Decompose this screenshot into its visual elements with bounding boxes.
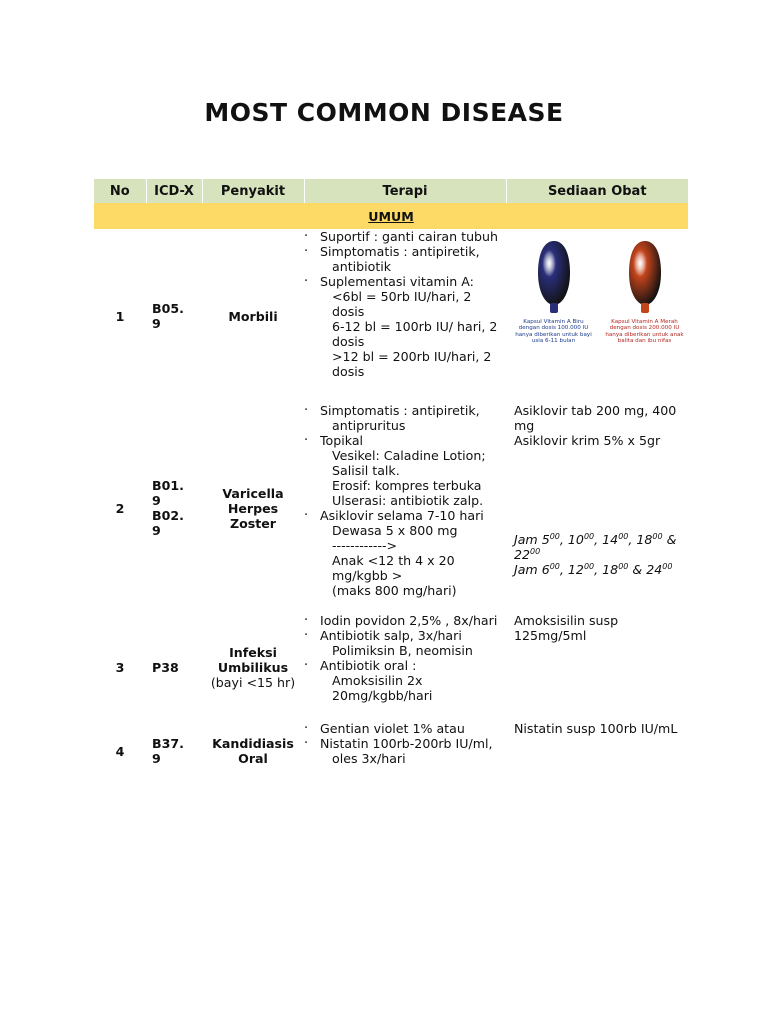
page-title: MOST COMMON DISEASE bbox=[204, 98, 564, 127]
disease-name-line: Umbilikus bbox=[217, 659, 289, 675]
therapy-sub-line: dosis bbox=[332, 334, 365, 349]
therapy-sub-line: ------------> bbox=[332, 538, 398, 553]
header-penyakit: Penyakit bbox=[202, 179, 304, 203]
therapy-sub-line: Anak <12 th 4 x 20 bbox=[332, 553, 455, 568]
therapy-item bbox=[310, 721, 504, 736]
therapy-sub-line: Salisil talk. bbox=[332, 463, 400, 478]
disease-name-line: Oral bbox=[238, 751, 268, 766]
icd-code-line: 9 bbox=[152, 316, 161, 331]
therapy-item bbox=[310, 229, 504, 244]
row-number: 3 bbox=[115, 659, 125, 675]
therapy-item bbox=[310, 508, 504, 598]
therapy-item-text: · Suplementasi vitamin A: bbox=[320, 274, 474, 289]
disease-note: (bayi <15 hr) bbox=[210, 674, 296, 690]
disease-name bbox=[202, 403, 304, 613]
therapy-sub-line: <6bl = 50rb IU/hari, 2 bbox=[332, 289, 472, 304]
therapy-item bbox=[310, 628, 504, 658]
icd-code-line: B01. bbox=[152, 478, 184, 493]
section-label: UMUM bbox=[368, 208, 414, 224]
disease-table bbox=[94, 179, 688, 781]
table-row bbox=[94, 721, 688, 781]
icd-code-line: 9 bbox=[152, 523, 161, 538]
icd-code-line: B05. bbox=[152, 301, 184, 316]
therapy-sub-line: Amoksisilin 2x bbox=[332, 673, 423, 688]
therapy-item-text: · Simptomatis : antipiretik, bbox=[320, 244, 480, 259]
icd-code bbox=[146, 403, 202, 613]
row-number: 1 bbox=[115, 308, 125, 324]
therapy-item-text: · Simptomatis : antipiretik, bbox=[320, 403, 480, 418]
preparation-line: Nistatin susp 100rb IU/mL bbox=[514, 721, 678, 736]
disease-name-line: Herpes bbox=[227, 500, 279, 516]
therapy-item-text: · Nistatin 100rb-200rb IU/ml, bbox=[320, 736, 493, 751]
dosing-schedule: Jam $5^{00}$, $10^{00}$, $14^{00}$, $18^{00}$ & $22^{00}$ bbox=[514, 531, 677, 562]
therapy-cell bbox=[304, 613, 506, 721]
therapy-sub-line: antibiotik bbox=[332, 259, 392, 274]
therapy-item bbox=[310, 274, 504, 379]
therapy-cell bbox=[304, 229, 506, 403]
preparation-cell bbox=[506, 721, 688, 781]
preparation-line: Asiklovir tab 200 mg, 400 bbox=[514, 403, 677, 418]
table-header-row bbox=[94, 179, 688, 203]
table-row bbox=[94, 613, 688, 721]
disease-name-line: Varicella bbox=[222, 485, 284, 501]
icd-code-line: B37. bbox=[152, 736, 184, 751]
therapy-list bbox=[310, 613, 504, 703]
capsule-caption: Kapsul Vitamin A Merah dengan dosis 200.000 IU hanya diberikan untuk anak balita dan ibu nifas bbox=[605, 319, 684, 345]
therapy-sub-line: Polimiksin B, neomisin bbox=[332, 643, 473, 658]
dosing-spacer bbox=[514, 448, 684, 532]
therapy-item-text: · Gentian violet 1% atau bbox=[320, 721, 465, 736]
blue-capsule-image bbox=[514, 239, 593, 345]
therapy-list bbox=[310, 721, 504, 766]
therapy-sub-line: mg/kgbb > bbox=[332, 568, 403, 583]
therapy-item bbox=[310, 244, 504, 274]
therapy-sub-line: Ulserasi: antibiotik zalp. bbox=[332, 493, 484, 508]
therapy-sub-line: Erosif: kompres terbuka bbox=[332, 478, 482, 493]
capsule-icon bbox=[625, 239, 665, 315]
therapy-sub-line: dosis bbox=[332, 304, 365, 319]
therapy-item bbox=[310, 736, 504, 766]
therapy-item-text: · Asiklovir selama 7-10 hari bbox=[320, 508, 484, 523]
therapy-list bbox=[310, 403, 504, 598]
table-row bbox=[94, 229, 688, 403]
therapy-item bbox=[310, 403, 504, 433]
header-icd: ICD-X bbox=[146, 179, 202, 203]
preparation-cell bbox=[506, 229, 688, 403]
therapy-item bbox=[310, 613, 504, 628]
therapy-sub-line: 6-12 bl = 100rb IU/ hari, 2 bbox=[332, 319, 498, 334]
capsule-icon bbox=[534, 239, 574, 315]
capsule-images bbox=[514, 229, 684, 345]
icd-code bbox=[146, 721, 202, 781]
row-number: 4 bbox=[115, 743, 125, 759]
therapy-sub-line: oles 3x/hari bbox=[332, 751, 406, 766]
row-number: 2 bbox=[115, 500, 125, 516]
preparation-line: Amoksisilin susp bbox=[514, 613, 619, 628]
therapy-sub-line: (maks 800 mg/hari) bbox=[332, 583, 457, 598]
therapy-sub-line: >12 bl = 200rb IU/hari, 2 bbox=[332, 349, 492, 364]
therapy-item-text: · Iodin povidon 2,5% , 8x/hari bbox=[320, 613, 498, 628]
therapy-list bbox=[310, 229, 504, 379]
disease-name bbox=[202, 721, 304, 781]
disease-name-line: Infeksi bbox=[229, 644, 277, 660]
therapy-sub-line: Dewasa 5 x 800 mg bbox=[332, 523, 458, 538]
disease-name-line: Morbili bbox=[228, 308, 278, 324]
therapy-cell bbox=[304, 721, 506, 781]
disease-name-line: Zoster bbox=[229, 515, 277, 531]
preparation-line: 125mg/5ml bbox=[514, 628, 587, 643]
header-sediaan: Sediaan Obat bbox=[506, 179, 688, 203]
therapy-sub-line: dosis bbox=[332, 364, 365, 379]
icd-code bbox=[146, 229, 202, 403]
therapy-item-text: · Antibiotik oral : bbox=[320, 658, 417, 673]
disease-name bbox=[202, 229, 304, 403]
red-capsule-image bbox=[605, 239, 684, 345]
therapy-sub-line: Vesikel: Caladine Lotion; bbox=[332, 448, 486, 463]
icd-code-line: 9 bbox=[152, 751, 161, 766]
therapy-cell bbox=[304, 403, 506, 613]
dosing-schedule: Jam $6^{00}$, $12^{00}$, $18^{00}$ & $24^{00}$ bbox=[514, 561, 673, 577]
icd-code-line: B02. bbox=[152, 508, 184, 523]
table-row bbox=[94, 403, 688, 613]
therapy-sub-line: antipruritus bbox=[332, 418, 406, 433]
icd-code-line: P38 bbox=[152, 659, 179, 675]
therapy-item bbox=[310, 658, 504, 703]
preparation-cell bbox=[506, 403, 688, 613]
therapy-sub-line: 20mg/kgbb/hari bbox=[332, 688, 433, 703]
preparation-line: mg bbox=[514, 418, 535, 433]
therapy-item-text: · Topikal bbox=[320, 433, 364, 448]
icd-code bbox=[146, 613, 202, 721]
therapy-item-text: · Antibiotik salp, 3x/hari bbox=[320, 628, 462, 643]
therapy-item bbox=[310, 433, 504, 508]
therapy-item-text: · Suportif : ganti cairan tubuh bbox=[320, 229, 499, 244]
section-row bbox=[94, 203, 688, 229]
header-terapi: Terapi bbox=[304, 179, 506, 203]
capsule-caption: Kapsul Vitamin A Biru dengan dosis 100.000 IU hanya diberikan untuk bayi usia 6-11 bulan bbox=[515, 319, 592, 345]
disease-name-line: Kandidiasis bbox=[212, 736, 294, 751]
header-no: No bbox=[94, 179, 146, 203]
preparation-cell bbox=[506, 613, 688, 721]
icd-code-line: 9 bbox=[152, 493, 161, 508]
disease-name bbox=[202, 613, 304, 721]
preparation-line: Asiklovir krim 5% x 5gr bbox=[514, 433, 661, 448]
